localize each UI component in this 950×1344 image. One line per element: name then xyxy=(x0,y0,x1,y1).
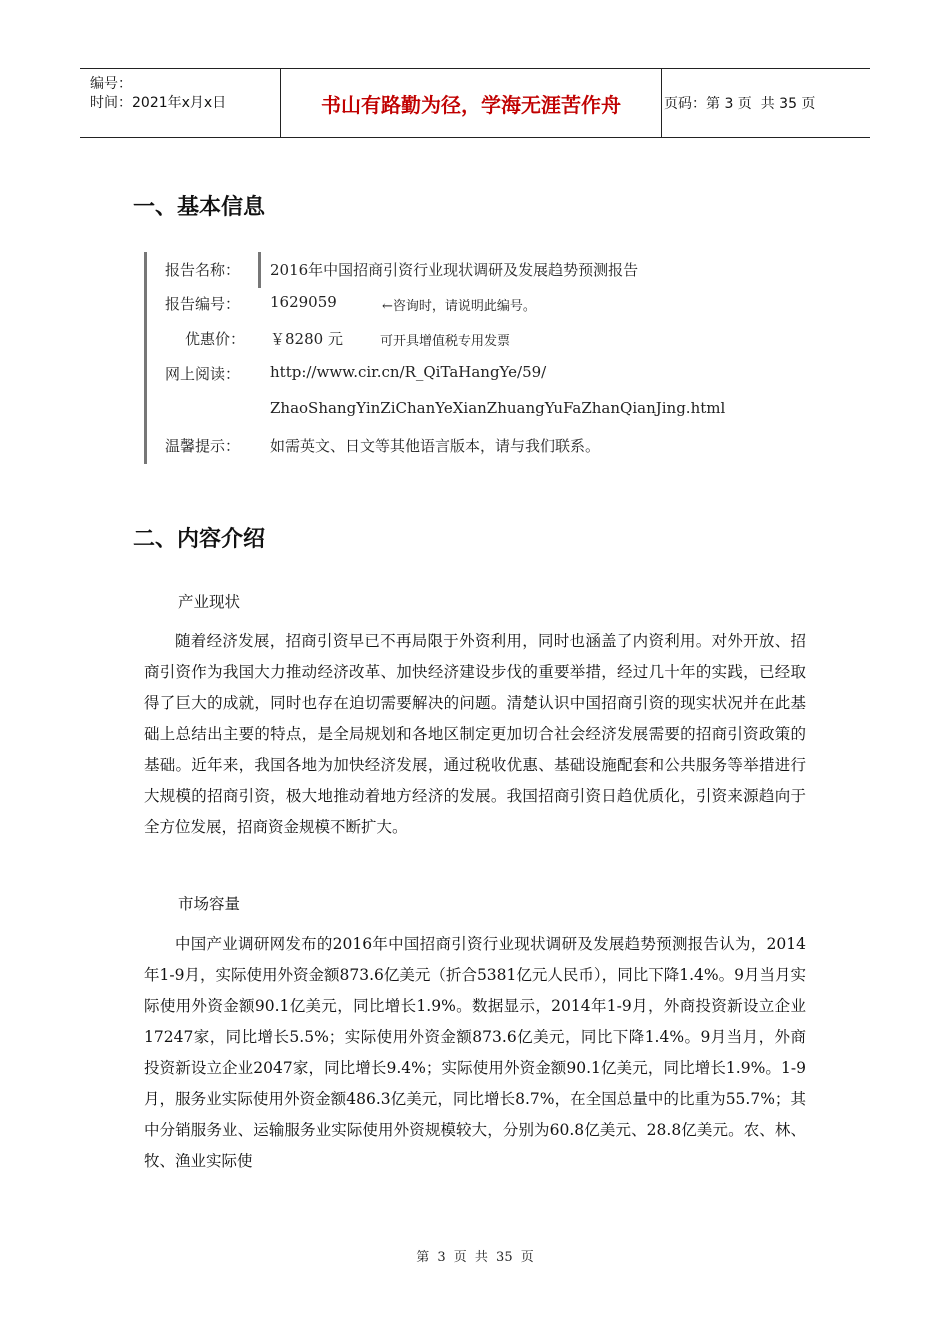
section-title-basic-info: 一、基本信息 xyxy=(133,195,266,220)
report-id-note: ←咨询时，请说明此编号。 xyxy=(382,299,536,314)
page-info-text: 页码：第 3 页 共 35 页 xyxy=(664,96,816,112)
section-title-content-intro: 二、内容介绍 xyxy=(133,527,266,552)
date-label: 时间：2021年x月x日 xyxy=(90,95,227,111)
report-id-value: 1629059 xyxy=(270,293,337,311)
header-page-info xyxy=(662,69,872,137)
header-meta xyxy=(88,69,280,137)
price-value: ￥8280 元 xyxy=(270,330,343,348)
tip-label: 温馨提示： xyxy=(165,437,241,455)
report-name-value: 2016年中国招商引资行业现状调研及发展趋势预测报告 xyxy=(270,261,639,279)
online-read-label: 网上阅读： xyxy=(165,365,241,383)
page-header xyxy=(80,68,870,138)
invoice-note: 可开具增值税专用发票 xyxy=(380,334,511,349)
price-label: 优惠价： xyxy=(184,330,245,348)
info-title-separator xyxy=(258,252,261,288)
serial-label: 编号： xyxy=(90,76,132,92)
info-left-bar xyxy=(144,252,147,464)
report-id-label: 报告编号： xyxy=(165,295,241,313)
tip-value: 如需英文、日文等其他语言版本，请与我们联系。 xyxy=(270,437,601,455)
paragraph-industry-status: 随着经济发展，招商引资早已不再局限于外资利用，同时也涵盖了内资利用。对外开放、招商引资作为我国大力推动经济改革、加快经济建设步伐的重要举措，经过几十年的实践，已经取得了巨大的成就，同时也存在迫切需要解决的问题。清楚认识中国招商引资的现实状况并在此基础上总结出主要的特点，是全局规划和各地区制定更加切合社会经济发展需要的招商引资政策的基础。近年来，我国各地为加快经济发展，通过税收优惠、基础设施配套和公共服务等举措进行大规模的招商引资，极大地推动着地方经济的发展。我国招商引资日趋优质化，引资来源趋向于全方位发展，招商资金规模不断扩大。 xyxy=(144,632,806,836)
header-motto: 书山有路勤为径，学海无涯苦作舟 xyxy=(321,92,621,117)
subheading-industry-status: 产业现状 xyxy=(178,593,241,611)
page-footer: 第 3 页 共 35 页 xyxy=(416,1250,534,1265)
online-read-link[interactable]: http://www.cir.cn/R_QiTaHangYe/59/ xyxy=(270,363,547,381)
report-name-label: 报告名称： xyxy=(165,261,241,279)
subheading-market-capacity: 市场容量 xyxy=(178,895,241,913)
online-read-link-cont[interactable]: ZhaoShangYinZiChanYeXianZhuangYuFaZhanQianJing.html xyxy=(270,399,726,417)
paragraph-market-capacity: 中国产业调研网发布的2016年中国招商引资行业现状调研及发展趋势预测报告认为，2014年1-9月，实际使用外资金额873.6亿美元（折合5381亿元人民币），同比下降1.4%。9月当月实际使用外资金额90.1亿美元，同比增长1.9%。数据显示，2014年1-9月，外商投资新设立企业17247家，同比增长5.5%；实际使用外资金额873.6亿美元，同比下降1.4%。9月当月，外商投资新设立企业2047家，同比增长9.4%；实际使用外资金额90.1亿美元，同比增长1.9%。1-9月，服务业实际使用外资金额486.3亿美元，同比增长8.7%，在全国总量中的比重为55.7%；其中分销服务业、运输服务业实际使用外资规模较大，分别为60.8亿美元、28.8亿美元。农、林、牧、渔业实际使 xyxy=(144,935,806,1170)
